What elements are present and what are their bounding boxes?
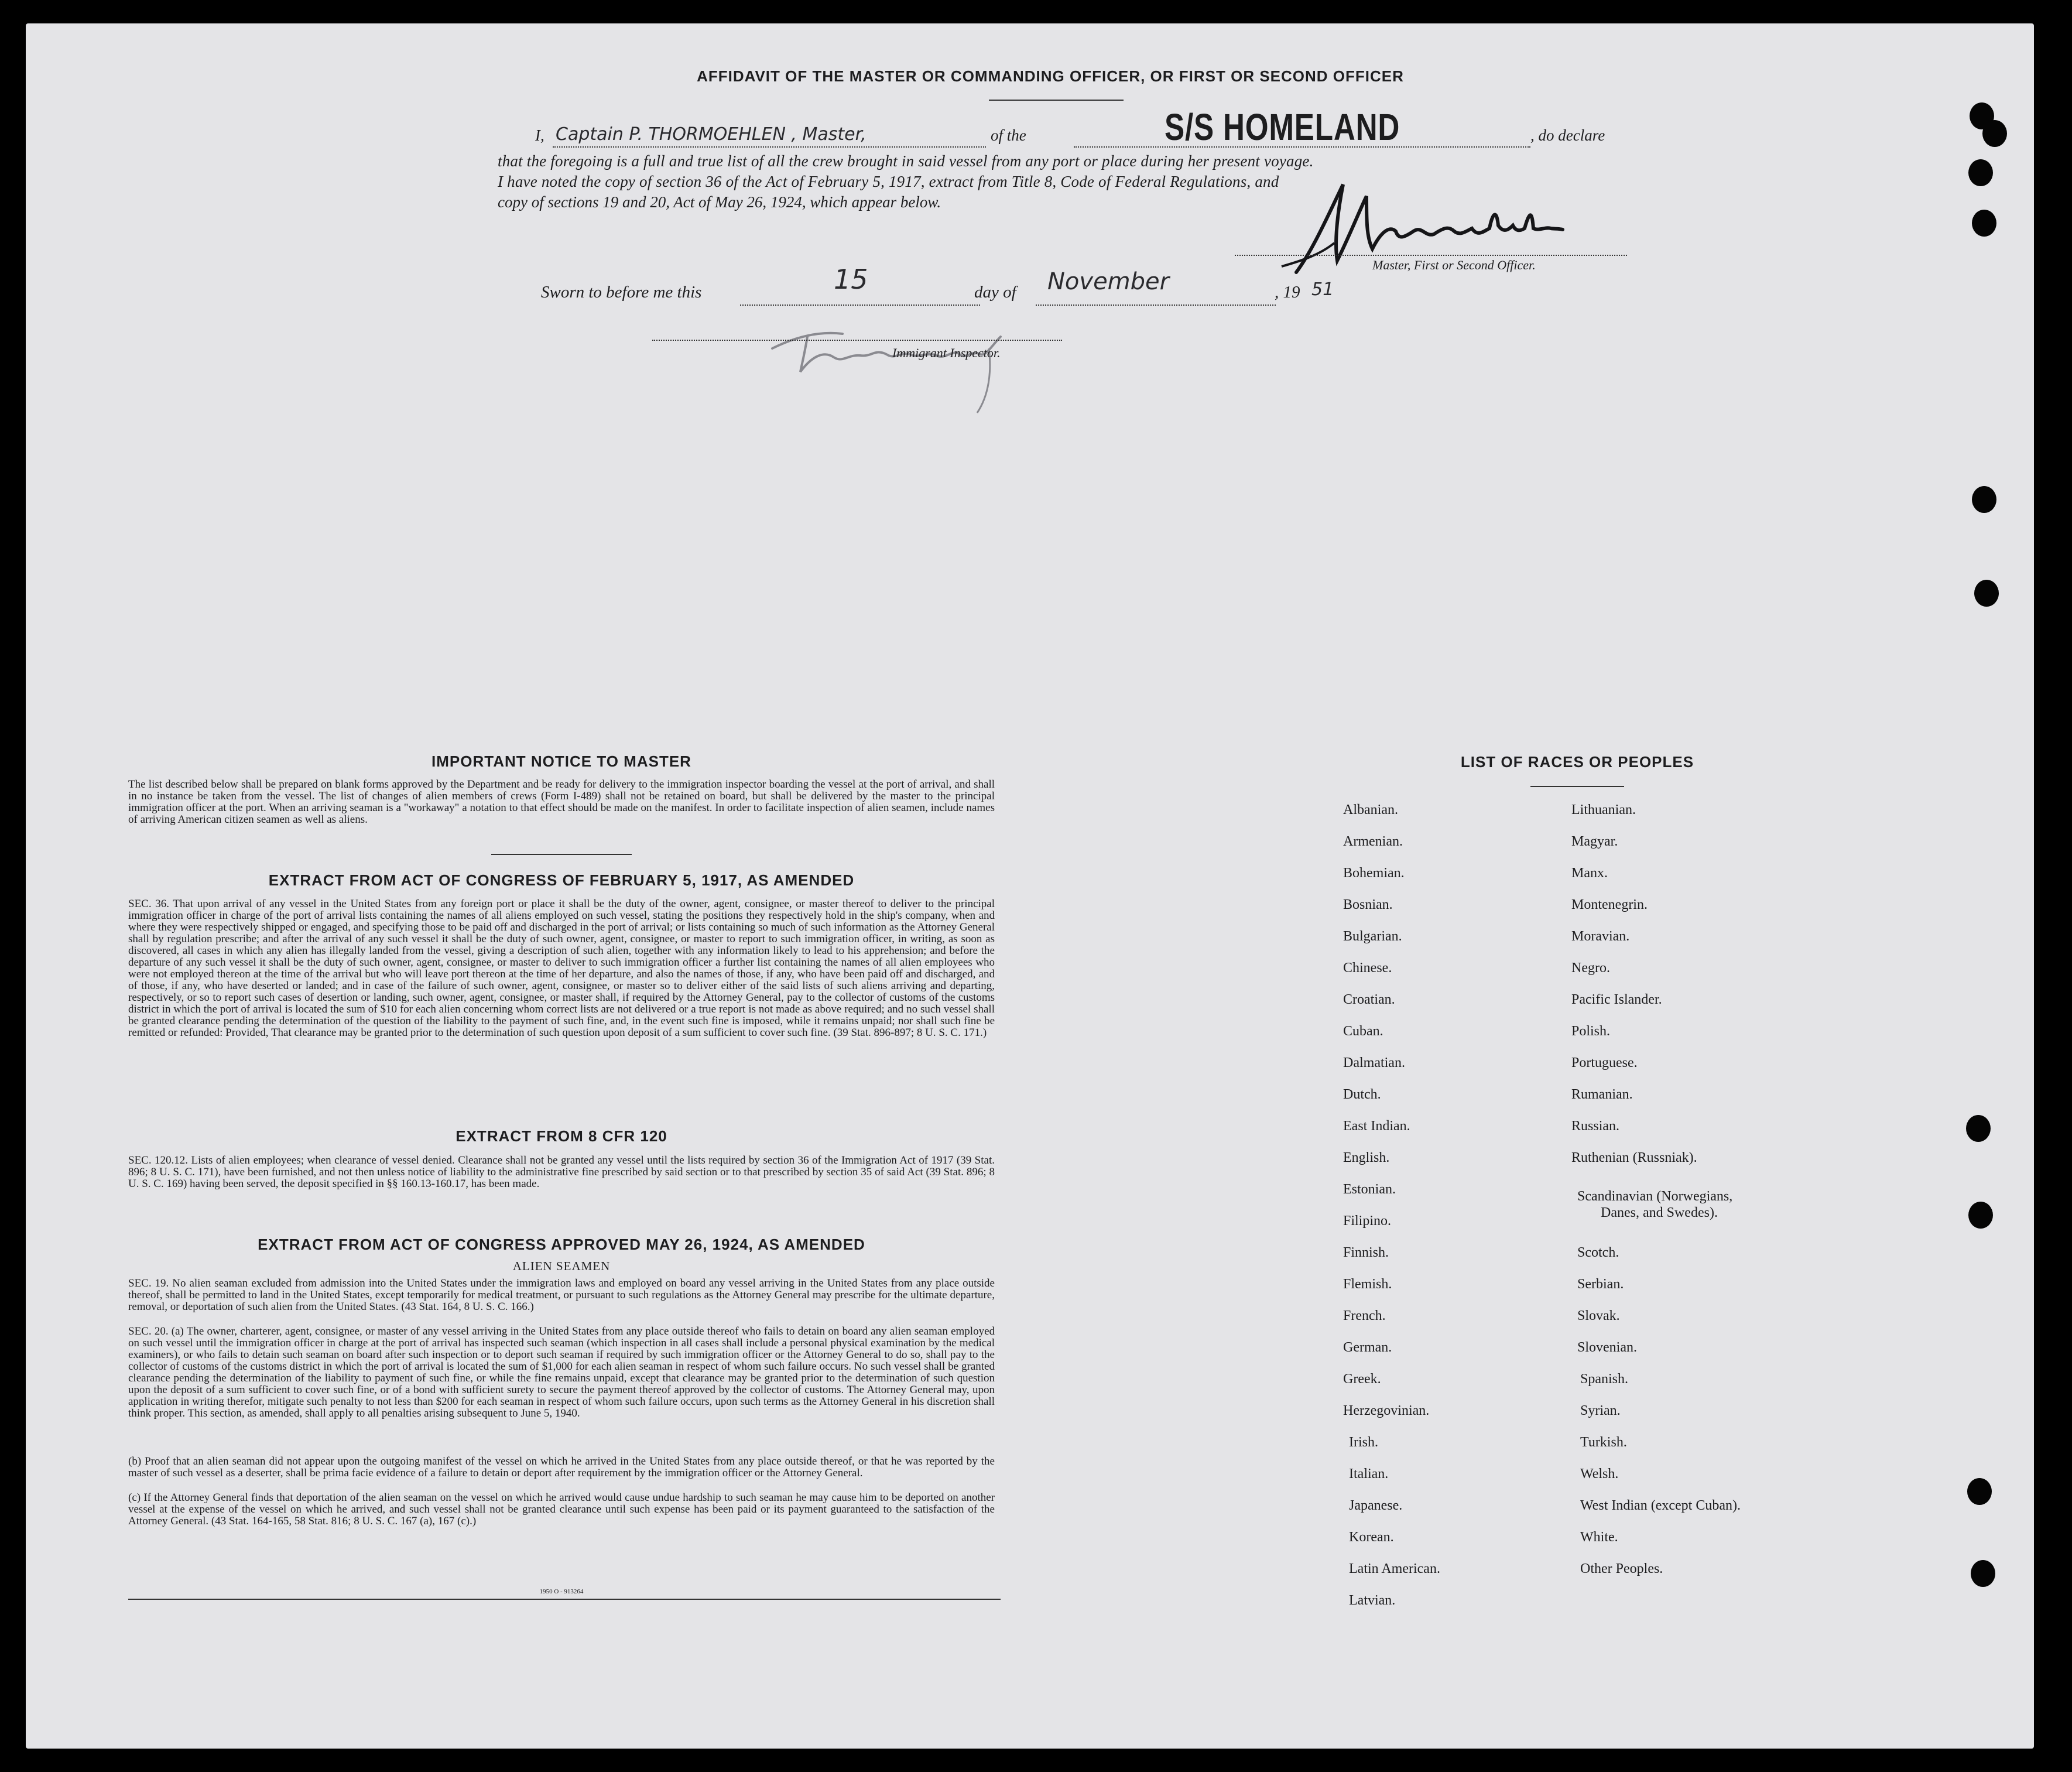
signature-caption: Master, First or Second Officer. — [1372, 258, 1536, 272]
fill-line — [1036, 305, 1276, 306]
punch-hole-icon — [1966, 1115, 1991, 1142]
extract-1924-subtitle: ALIEN SEAMEN — [512, 1259, 611, 1273]
signature-line — [1235, 255, 1627, 256]
of-the-label: of the — [991, 126, 1026, 144]
races-title: LIST OF RACES OR PEOPLES — [1460, 753, 1694, 771]
race-item: Slovenian. — [1577, 1340, 1637, 1355]
extract-cfr-text: SEC. 120.12. Lists of alien employees; when clearance of vessel denied. Clearance shall not be granted any vessel until the lists required by section 36 of the Immigration Act of 1917 (39 Stat. 896; 8 U. S. C. 171), have been furnished, and not then unless notice of liability to the administrative fine prescribed by said section or to that prescribed by section 35 of said Act (39 Stat. 896; 8 U. S. C. 169) having been served, the deposit specified in §§ 160.13-160.17, has been made. — [128, 1154, 995, 1190]
punch-hole-icon — [1971, 1560, 1995, 1587]
sworn-month: November — [1047, 268, 1170, 295]
punch-hole-icon — [1972, 486, 1996, 513]
race-item: Pacific Islander. — [1571, 992, 1662, 1007]
punch-hole-icon — [1982, 120, 2007, 147]
race-item: Latvian. — [1349, 1593, 1396, 1608]
race-item: Scotch. — [1577, 1245, 1619, 1260]
race-item: Flemish. — [1343, 1277, 1392, 1292]
race-item: Bulgarian. — [1343, 929, 1402, 944]
fill-line — [553, 146, 986, 148]
inspector-caption: Immigrant Inspector. — [892, 345, 1001, 360]
notice-text: The list described below shall be prepared on blank forms approved by the Department and be ready for delivery to the immigration inspector boarding the vessel at the port of arrival, and shall in no instance be taken from the vessel. The list of changes of alien members of crews (Form I-489) shall not be retained on board, but shall be delivered by the master to the principal immigration officer at the port. When an arriving seaman is a "workaway" a notation to that effect should be made on the manifest. In order to facilitate inspection of alien seamen, include names of arriving American citizen seamen as well as aliens. — [128, 778, 995, 826]
race-item: Dalmatian. — [1343, 1055, 1405, 1070]
race-item: Danes, and Swedes). — [1601, 1205, 1718, 1220]
race-item: Ruthenian (Russniak). — [1571, 1150, 1697, 1165]
race-item: Cuban. — [1343, 1024, 1383, 1039]
race-item: Lithuanian. — [1571, 802, 1636, 817]
race-item: Herzegovinian. — [1343, 1403, 1430, 1418]
punch-hole-icon — [1968, 1202, 1993, 1229]
declaration-line-2: that the foregoing is a full and true list of all the crew brought in said vessel from any port or place during her present voyage. — [498, 152, 1314, 170]
race-item: Manx. — [1571, 866, 1608, 881]
race-item: Irish. — [1349, 1435, 1378, 1450]
sec-19-text: SEC. 19. No alien seaman excluded from admission into the United States under the immigration laws and employed on board any vessel arriving in the United States from any place outside thereof, shall be permitted to land in the United States, except temporarily for medical treatment, or pursuant to such regulations as the Attorney General may prescribe for the ultimate departure, removal, or deportation of such alien from the United States. (43 Stat. 164, 8 U. S. C. 166.) — [128, 1277, 995, 1313]
race-item: Rumanian. — [1571, 1087, 1633, 1102]
race-item: Welsh. — [1580, 1466, 1619, 1482]
divider — [989, 100, 1124, 101]
race-item: White. — [1580, 1530, 1618, 1545]
race-item: Turkish. — [1580, 1435, 1627, 1450]
race-item: Chinese. — [1343, 960, 1392, 976]
sworn-label: Sworn to before me this — [541, 283, 702, 302]
race-item: Albanian. — [1343, 802, 1398, 817]
race-item: Other Peoples. — [1580, 1561, 1663, 1576]
race-item: Bosnian. — [1343, 897, 1393, 912]
extract-cfr-title: EXTRACT FROM 8 CFR 120 — [456, 1127, 667, 1145]
race-item: Magyar. — [1571, 834, 1618, 849]
do-declare-label: , do declare — [1530, 126, 1605, 144]
declaration-line-4: copy of sections 19 and 20, Act of May 26, 1924, which appear below. — [498, 193, 941, 211]
race-item: Serbian. — [1577, 1277, 1624, 1292]
race-item: Armenian. — [1343, 834, 1403, 849]
ship-name: S/S HOMELAND — [1165, 106, 1400, 148]
race-item: Portuguese. — [1571, 1055, 1638, 1070]
race-item: East Indian. — [1343, 1118, 1410, 1134]
divider — [1530, 786, 1624, 787]
race-item: Greek. — [1343, 1371, 1381, 1387]
race-item: Polish. — [1571, 1024, 1611, 1039]
print-code: 1950 O - 913264 — [539, 1588, 584, 1595]
fill-line — [740, 305, 980, 306]
affidavit-title: AFFIDAVIT OF THE MASTER OR COMMANDING OFFICER, OR FIRST OR SECOND OFFICER — [697, 67, 1404, 85]
signature-line — [652, 340, 1062, 341]
sec-20b-text: (b) Proof that an alien seaman did not appear upon the outgoing manifest of the vessel on which he arrived in the United States from any place outside thereof, or that he was reported by the master of such vessel as a deserter, shall be prima facie evidence of a failure to detain or deport after requirement by the immigration officer or the Attorney General. — [128, 1455, 995, 1479]
punch-hole-icon — [1967, 1478, 1992, 1505]
race-item: Japanese. — [1349, 1498, 1403, 1513]
sec-20c-text: (c) If the Attorney General finds that deportation of the alien seaman on the vessel on which he arrived would cause undue hardship to such seaman he may cause him to be deported on another vessel at the expense of the vessel on which he arrived, and such vessel shall not be granted clearance until such expense has been paid or its payment guaranteed to the satisfaction of the Attorney General. (43 Stat. 164-165, 58 Stat. 816; 8 U. S. C. 167 (a), 167 (c).) — [128, 1492, 995, 1527]
punch-hole-icon — [1974, 580, 1999, 607]
year-prefix: , 19 — [1275, 283, 1300, 302]
race-item: West Indian (except Cuban). — [1580, 1498, 1741, 1513]
race-item: Moravian. — [1571, 929, 1630, 944]
race-item: Montenegrin. — [1571, 897, 1648, 912]
declaration-prefix: I, — [535, 126, 544, 144]
master-name: Captain P. THORMOEHLEN , Master, — [556, 124, 867, 145]
divider — [491, 854, 632, 855]
race-item: English. — [1343, 1150, 1390, 1165]
race-item: Russian. — [1571, 1118, 1620, 1134]
extract-1924-title: EXTRACT FROM ACT OF CONGRESS APPROVED MAY 26, 1924, AS AMENDED — [258, 1236, 865, 1253]
race-item: Scandinavian (Norwegians, — [1577, 1189, 1733, 1204]
race-item: Latin American. — [1349, 1561, 1440, 1576]
race-item: Bohemian. — [1343, 866, 1405, 881]
punch-hole-icon — [1972, 210, 1996, 237]
year-suffix: 51 — [1311, 279, 1334, 300]
declaration-line-3: I have noted the copy of section 36 of the Act of February 5, 1917, extract from Title 8, Code of Federal Regulations, and — [498, 173, 1279, 190]
race-item: Spanish. — [1580, 1371, 1629, 1387]
fill-line — [1074, 146, 1530, 148]
race-item: French. — [1343, 1308, 1386, 1323]
race-item: Finnish. — [1343, 1245, 1389, 1260]
extract-1917-text: SEC. 36. That upon arrival of any vessel in the United States from any foreign port or place it shall be the duty of the owner, agent, consignee, or master thereof to deliver to the principal immigration officer in charge of the port of arrival lists containing the names of all aliens employed on such vessel, stating the positions they respectively hold in the ship's company, when and where they were respectively shipped or engaged, and specifying those to be paid off and discharged in the port of arrival; or lists containing so much of such information as the Attorney General shall by regulation prescribe; and after the arrival of any such vessel it shall be the duty of such owner, agent, consignee, or master to report to such immigration officer, in writing, as soon as discovered, all cases in which any alien has illegally landed from the vessel, giving a description of such alien, together with any information likely to lead to his apprehension; and before the departure of any such vessel it shall be the duty of such owner, agent, consignee, or master to deliver to such immigration officer a further list containing the names of all alien employees who were not employed thereon at the time of the arrival but who will leave port thereon at the time of her departure, and also the names of those, if any, who have been paid off and discharged, and of those, if any, who have deserted or landed; and in case of the failure of such owner, agent, consignee, or master so to deliver either of the said lists of such aliens arriving and departing, respectively, or so to report such cases of desertion or landing, such owner, agent, consignee, or master shall, if required by the Attorney General, pay to the collector of customs of the customs district in which the port of arrival is located the sum of $10 for each alien concerning whom correct lists are not delivered or a true report is not made as above required; and no such vessel shall be granted clearance pending the determination of the question of the liability to the payment of such fine, and, in the event such fine is imposed, while it remains unpaid; nor shall such fine be remitted or refunded: Provided, That clearance may be granted prior to the determination of such question upon deposit of a sum sufficient to cover such fine. (39 Stat. 896-897; 8 U. S. C. 171.) — [128, 898, 995, 1039]
race-item: Korean. — [1349, 1530, 1394, 1545]
race-item: Dutch. — [1343, 1087, 1381, 1102]
sworn-day: 15 — [834, 264, 868, 295]
race-item: Negro. — [1571, 960, 1610, 976]
race-item: Slovak. — [1577, 1308, 1620, 1323]
race-item: Estonian. — [1343, 1182, 1396, 1197]
notice-title: IMPORTANT NOTICE TO MASTER — [431, 752, 691, 770]
race-item: German. — [1343, 1340, 1392, 1355]
race-item: Italian. — [1349, 1466, 1389, 1482]
day-of-label: day of — [974, 283, 1016, 302]
signature-icon — [761, 313, 1053, 419]
document-sheet — [26, 23, 2034, 1749]
sec-20a-text: SEC. 20. (a) The owner, charterer, agent, consignee, or master of any vessel arriving in the United States from any place outside thereof who fails to detain on board any alien seaman employed on such vessel until the immigration officer in charge at the port of arrival has inspected such seaman (which inspection in all cases shall include a personal physical examination by the medical examiners), or who fails to detain such seaman on board after such inspection or to deport such seaman if required by such immigration officer or the Attorney General to do so, shall pay to the collector of customs of the customs district in which the port of arrival is located the sum of $1,000 for each alien seaman in respect of whom such failure occurs. No such vessel shall be granted clearance pending the determination of the liability to payment of such fine, or while the fine remains unpaid, except that clearance may be granted prior to the determination of such question upon the deposit of a sum sufficient to cover such fine, or of a bond with sufficient surety to secure the payment thereof approved by the collector of customs. The Attorney General may, upon application in writing therefor, mitigate such penalty to not less than $200 for each seaman in respect of whom such failure occurs, upon such terms as the Attorney General in his discretion shall think proper. This section, as amended, shall apply to all penalties arising subsequent to June 5, 1940. — [128, 1325, 995, 1419]
extract-1917-title: EXTRACT FROM ACT OF CONGRESS OF FEBRUARY 5, 1917, AS AMENDED — [268, 871, 855, 889]
bottom-rule — [128, 1599, 1001, 1600]
race-item: Syrian. — [1580, 1403, 1621, 1418]
punch-hole-icon — [1968, 159, 1993, 186]
race-item: Croatian. — [1343, 992, 1395, 1007]
race-item: Filipino. — [1343, 1213, 1392, 1229]
